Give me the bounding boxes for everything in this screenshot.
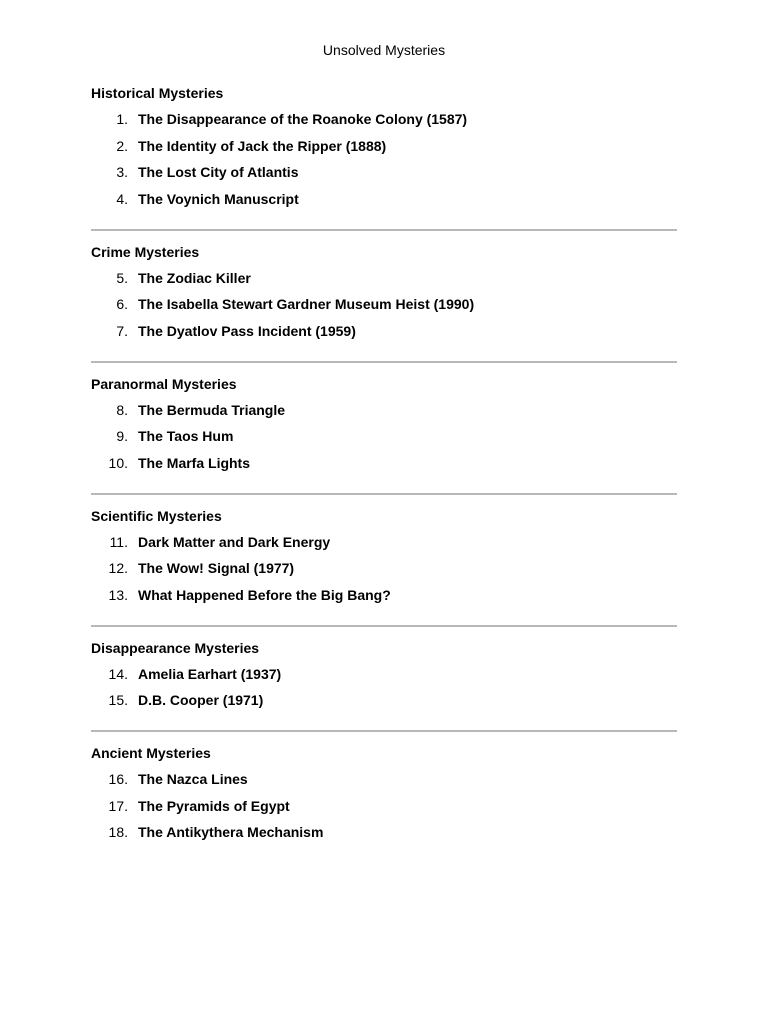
list-item xyxy=(91,137,677,155)
item-title: The Disappearance of the Roanoke Colony (1587) xyxy=(138,111,468,127)
list-item xyxy=(91,533,677,551)
item-number: 2. xyxy=(116,137,128,154)
item-number: 12. xyxy=(108,560,128,576)
list-item xyxy=(91,559,677,577)
item-number: 1. xyxy=(116,111,128,127)
item-title: Dark Matter and Dark Energy xyxy=(138,533,331,550)
item-title: The Marfa Lights xyxy=(138,454,251,471)
mystery-list xyxy=(91,110,677,208)
section-heading: Paranormal Mysteries xyxy=(91,375,237,392)
item-title: The Nazca Lines xyxy=(138,771,248,787)
list-item xyxy=(91,823,677,841)
list-item xyxy=(91,163,677,181)
item-number: 3. xyxy=(116,164,128,180)
mystery-list xyxy=(91,770,677,841)
item-title: What Happened Before the Big Bang? xyxy=(138,586,391,603)
item-title: The Lost City of Atlantis xyxy=(138,164,299,180)
section-divider xyxy=(91,361,677,363)
item-title: The Antikythera Mechanism xyxy=(138,824,324,840)
item-number: 15. xyxy=(108,692,128,708)
item-title: The Bermuda Triangle xyxy=(138,401,286,418)
list-item xyxy=(91,110,677,128)
section-heading: Historical Mysteries xyxy=(91,85,224,101)
section-scientific-mysteries xyxy=(91,507,677,604)
section-divider xyxy=(91,229,677,231)
list-item xyxy=(91,586,677,604)
item-title: The Zodiac Killer xyxy=(138,269,251,286)
sections-container xyxy=(91,84,677,841)
list-item xyxy=(91,665,677,683)
item-number: 7. xyxy=(116,322,128,339)
item-title: The Voynich Manuscript xyxy=(138,190,299,207)
section-crime-mysteries xyxy=(91,243,677,340)
item-number: 5. xyxy=(116,269,128,286)
section-heading: Crime Mysteries xyxy=(91,243,200,260)
item-title: The Dyatlov Pass Incident (1959) xyxy=(138,322,356,339)
list-item xyxy=(91,295,677,313)
document-title: Unsolved Mysteries xyxy=(322,42,446,58)
section-paranormal-mysteries xyxy=(91,375,677,472)
item-number: 17. xyxy=(108,797,128,814)
mystery-list xyxy=(91,269,677,340)
item-number: 16. xyxy=(108,771,128,787)
section-disappearance-mysteries xyxy=(91,639,677,710)
section-divider xyxy=(91,625,677,627)
mystery-list xyxy=(91,401,677,472)
item-number: 10. xyxy=(108,454,128,471)
item-number: 4. xyxy=(116,190,128,207)
item-title: The Identity of Jack the Ripper (1888) xyxy=(138,137,387,154)
mystery-list xyxy=(91,665,677,710)
section-divider xyxy=(91,730,677,732)
section-heading: Scientific Mysteries xyxy=(91,507,222,524)
list-item xyxy=(91,269,677,287)
item-title: D.B. Cooper (1971) xyxy=(138,692,264,708)
list-item xyxy=(91,691,677,709)
item-number: 8. xyxy=(116,401,128,418)
list-item xyxy=(91,190,677,208)
list-item xyxy=(91,770,677,788)
item-title: The Isabella Stewart Gardner Museum Heist (1990) xyxy=(138,296,475,312)
list-item xyxy=(91,454,677,472)
item-number: 14. xyxy=(108,665,128,682)
mystery-list xyxy=(91,533,677,604)
list-item xyxy=(91,322,677,340)
list-item xyxy=(91,797,677,815)
section-ancient-mysteries xyxy=(91,744,677,841)
item-number: 18. xyxy=(108,824,128,840)
item-title: The Pyramids of Egypt xyxy=(138,797,290,814)
list-item xyxy=(91,401,677,419)
item-title: Amelia Earhart (1937) xyxy=(138,665,282,682)
section-heading: Disappearance Mysteries xyxy=(91,639,260,656)
item-number: 13. xyxy=(108,586,128,603)
item-number: 11. xyxy=(109,533,128,550)
item-number: 6. xyxy=(116,296,128,312)
item-title: The Wow! Signal (1977) xyxy=(138,560,295,576)
list-item xyxy=(91,427,677,445)
section-heading: Ancient Mysteries xyxy=(91,745,211,761)
item-number: 9. xyxy=(116,428,128,444)
section-divider xyxy=(91,493,677,495)
item-title: The Taos Hum xyxy=(138,428,234,444)
section-historical-mysteries xyxy=(91,84,677,208)
